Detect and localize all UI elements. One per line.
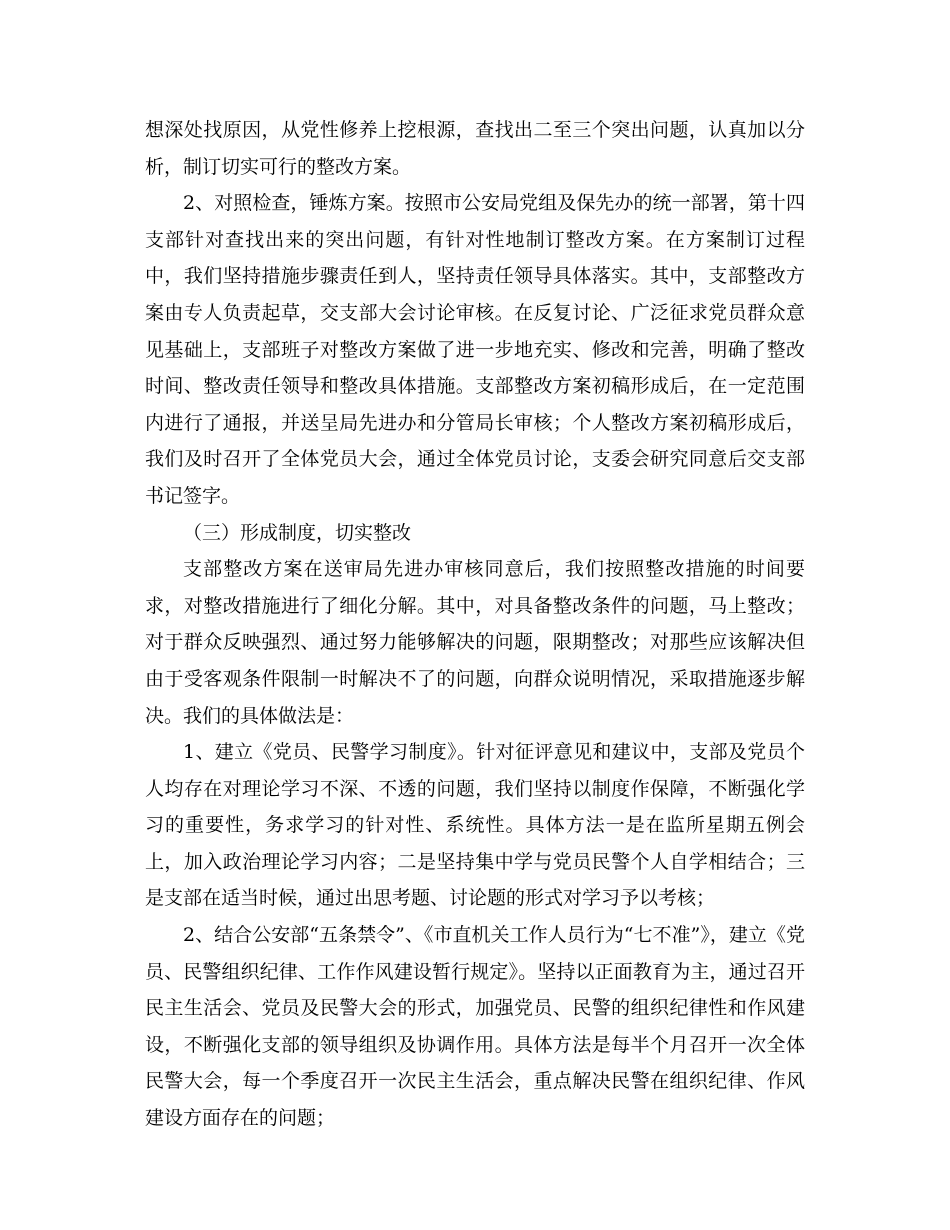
document-body bbox=[145, 112, 805, 1137]
paragraph-discipline-rules: 2、结合公安部“五条禁令”、《市直机关工作人员行为“七不准”》，建立《党员、民警组织纪律、工作作风建设暂行规定》。坚持以正面教育为主，通过召开民主生活会、党员及民警大会的形式，加强党员、民警的组织纪律性和作风建设，不断强化支部的领导组织及协调作用。具体方法是每半个月召开一次全体民警大会，每一个季度召开一次民主生活会，重点解决民警在组织纪律、作风建设方面存在的问题； bbox=[145, 924, 805, 1130]
paragraph-study-system: 1、建立《党员、民警学习制度》。针对征评意见和建议中，支部及党员个人均存在对理论学习不深、不透的问题，我们坚持以制度作保障，不断强化学习的重要性，务求学习的针对性、系统性。具体方法一是在监所星期五例会上，加入政治理论学习内容；二是坚持集中学与党员民警个人自学相结合；三是支部在适当时候，通过出思考题、讨论题的形式对学习予以考核； bbox=[145, 741, 805, 910]
paragraph-rectification: 支部整改方案在送审局先进办审核同意后，我们按照整改措施的时间要求，对整改措施进行了细化分解。其中，对具备整改条件的问题，马上整改；对于群众反映强烈、通过努力能够解决的问题，限期整改；对那些应该解决但由于受客观条件限制一时解决不了的问题，向群众说明情况，采取措施逐步解决。我们的具体做法是： bbox=[145, 558, 805, 727]
section-heading-system: （三）形成制度，切实整改 bbox=[183, 521, 412, 544]
paragraph-review-plan: 2、对照检查，锤炼方案。按照市公安局党组及保先办的统一部署，第十四支部针对查找出来的突出问题，有针对性地制订整改方案。在方案制订过程中，我们坚持措施步骤责任到人，坚持责任领导具体落实。其中，支部整改方案由专人负责起草，交支部大会讨论审核。在反复讨论、广泛征求党员群众意见基础上，支部班子对整改方案做了进一步地充实、修改和完善，明确了整改时间、整改责任领导和整改具体措施。支部整改方案初稿形成后，在一定范围内进行了通报，并送呈局先进办和分管局长审核；个人整改方案初稿形成后，我们及时召开了全体党员大会，通过全体党员讨论，支委会研究同意后交支部书记签字。 bbox=[145, 192, 805, 507]
paragraph-continuation: 想深处找原因，从党性修养上挖根源，查找出二至三个突出问题，认真加以分析，制订切实可行的整改方案。 bbox=[145, 119, 805, 178]
